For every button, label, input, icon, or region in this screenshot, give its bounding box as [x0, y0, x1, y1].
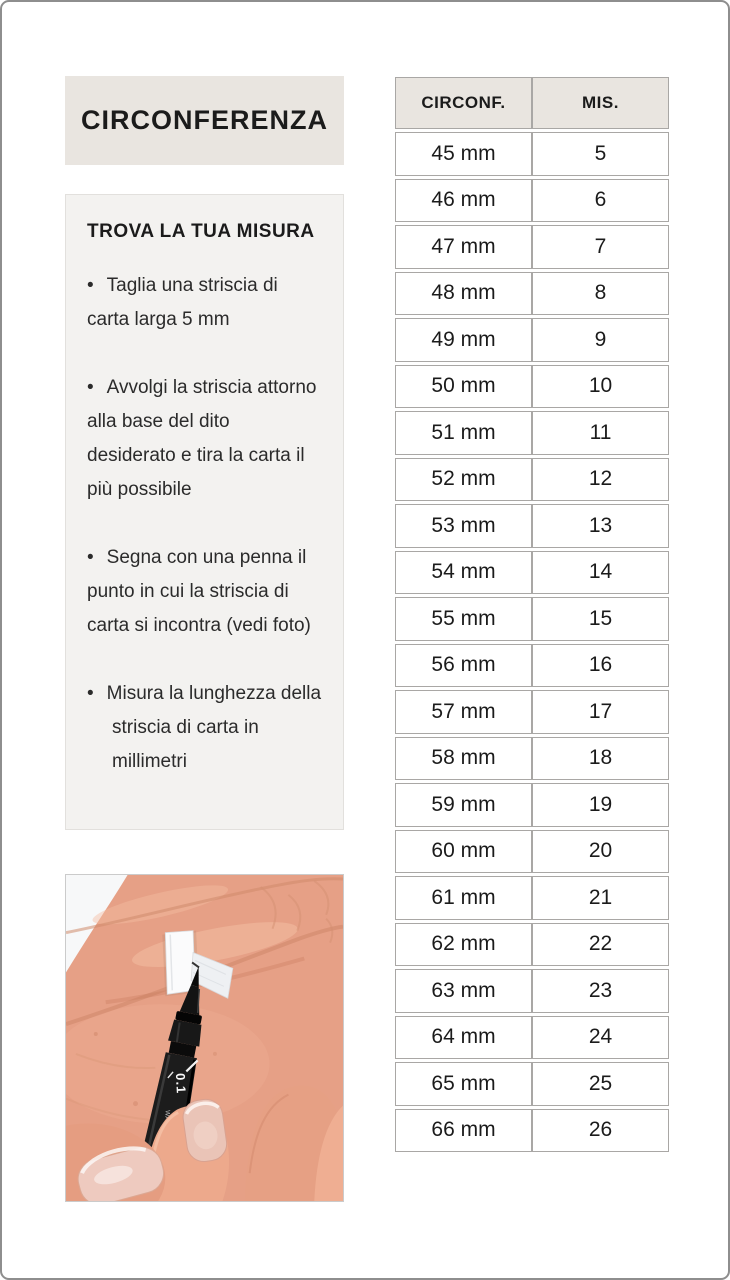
table-row [395, 504, 669, 548]
cell-circumference: 58 mm [395, 737, 532, 781]
cell-size: 24 [532, 1016, 669, 1060]
bullet-icon: • [87, 377, 94, 398]
cell-size: 22 [532, 923, 669, 967]
cell-size: 16 [532, 644, 669, 688]
cell-circumference: 66 mm [395, 1109, 532, 1153]
cell-circumference: 47 mm [395, 225, 532, 269]
cell-size: 7 [532, 225, 669, 269]
table-row [395, 969, 669, 1013]
table-row [395, 1109, 669, 1153]
table-row [395, 783, 669, 827]
table-row [395, 644, 669, 688]
bullet-text: Segna con una penna il punto in cui la striscia di carta si incontra (vedi foto) [87, 547, 311, 636]
bullet-text: Misura la lunghezza della striscia di carta in millimetri [106, 683, 322, 772]
cell-circumference: 53 mm [395, 504, 532, 548]
table-row [395, 737, 669, 781]
table-row [395, 225, 669, 269]
cell-size: 21 [532, 876, 669, 920]
hand-pen-illustration [66, 875, 343, 1201]
instructions-panel [65, 194, 344, 830]
cell-size: 23 [532, 969, 669, 1013]
cell-size: 15 [532, 597, 669, 641]
cell-circumference: 60 mm [395, 830, 532, 874]
cell-size: 13 [532, 504, 669, 548]
table-row [395, 132, 669, 176]
cell-size: 6 [532, 179, 669, 223]
instructions-heading: TROVA LA TUA MISURA [87, 221, 315, 242]
cell-circumference: 52 mm [395, 458, 532, 502]
cell-circumference: 49 mm [395, 318, 532, 362]
table-row [395, 690, 669, 734]
cell-size: 25 [532, 1062, 669, 1106]
size-table-header-row [395, 77, 669, 129]
table-row [395, 179, 669, 223]
table-row [395, 876, 669, 920]
cell-circumference: 65 mm [395, 1062, 532, 1106]
cell-circumference: 57 mm [395, 690, 532, 734]
cell-circumference: 64 mm [395, 1016, 532, 1060]
cell-circumference: 50 mm [395, 365, 532, 409]
table-row [395, 272, 669, 316]
table-row [395, 597, 669, 641]
pen-size-label: 0.1 [172, 1072, 189, 1095]
instructions-list [87, 269, 323, 779]
cell-circumference: 55 mm [395, 597, 532, 641]
bullet-icon: • [87, 547, 94, 568]
cell-circumference: 46 mm [395, 179, 532, 223]
size-table-body [395, 132, 669, 1152]
cell-circumference: 61 mm [395, 876, 532, 920]
instruction-bullet [87, 677, 323, 779]
col-header-size: MIS. [532, 77, 669, 129]
cell-circumference: 56 mm [395, 644, 532, 688]
cell-size: 14 [532, 551, 669, 595]
instruction-bullet [87, 371, 323, 507]
cell-circumference: 63 mm [395, 969, 532, 1013]
table-row [395, 365, 669, 409]
cell-size: 11 [532, 411, 669, 455]
table-row [395, 923, 669, 967]
measurement-photo [65, 874, 344, 1202]
instruction-bullet [87, 269, 323, 337]
bullet-text: Avvolgi la striscia attorno alla base del dito desiderato e tira la carta il più possibile [87, 377, 317, 500]
cell-circumference: 54 mm [395, 551, 532, 595]
cell-circumference: 45 mm [395, 132, 532, 176]
table-row [395, 318, 669, 362]
cell-circumference: 48 mm [395, 272, 532, 316]
table-row [395, 458, 669, 502]
table-row [395, 551, 669, 595]
title-box [65, 76, 344, 165]
cell-size: 26 [532, 1109, 669, 1153]
table-row [395, 1062, 669, 1106]
cell-size: 17 [532, 690, 669, 734]
cell-circumference: 51 mm [395, 411, 532, 455]
cell-size: 10 [532, 365, 669, 409]
cell-size: 20 [532, 830, 669, 874]
size-table [395, 74, 669, 1155]
col-header-circumference: CIRCONF. [395, 77, 532, 129]
bullet-icon: • [87, 683, 94, 704]
cell-size: 9 [532, 318, 669, 362]
cell-size: 12 [532, 458, 669, 502]
cell-size: 19 [532, 783, 669, 827]
cell-size: 5 [532, 132, 669, 176]
bullet-text: Taglia una striscia di carta larga 5 mm [87, 275, 278, 330]
table-row [395, 1016, 669, 1060]
cell-circumference: 62 mm [395, 923, 532, 967]
table-row [395, 830, 669, 874]
table-row [395, 411, 669, 455]
cell-size: 8 [532, 272, 669, 316]
instruction-bullet [87, 541, 323, 643]
bullet-icon: • [87, 275, 94, 296]
cell-circumference: 59 mm [395, 783, 532, 827]
page-title: CIRCONFERENZA [81, 105, 328, 135]
cell-size: 18 [532, 737, 669, 781]
